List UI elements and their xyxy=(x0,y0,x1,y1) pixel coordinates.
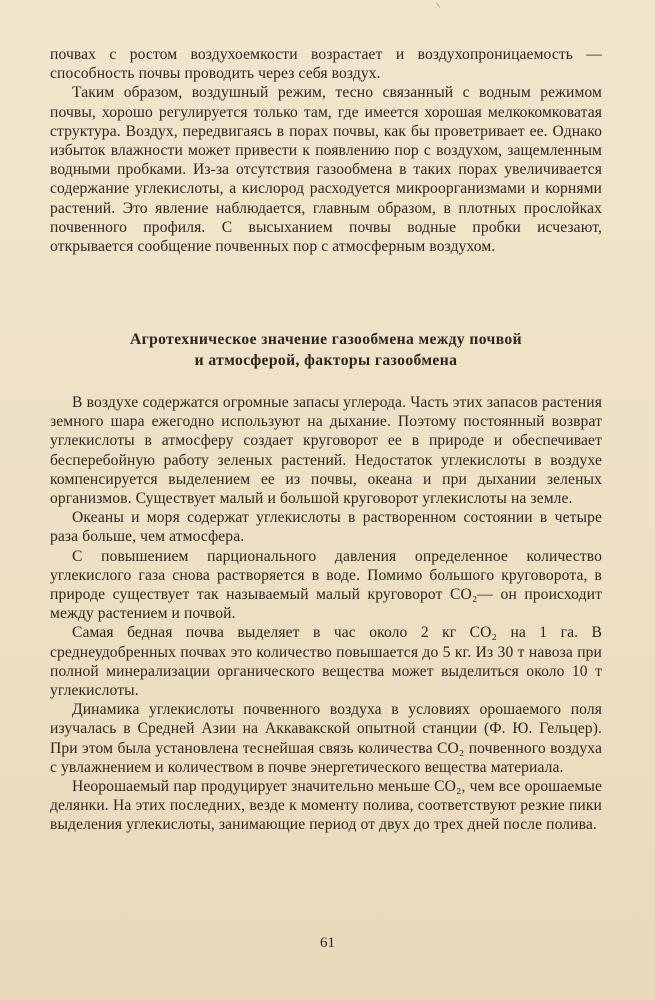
section-heading-line-1: Агротехническое значение газообмена между почвой xyxy=(129,331,523,348)
section-heading xyxy=(50,329,602,371)
paragraph-oceans: Океаны и моря содержат углекислоты в растворенном состоянии в четыре раза больше, чем атмосфера. xyxy=(50,509,602,546)
corner-mark xyxy=(436,0,447,8)
top-text-block xyxy=(50,45,602,256)
paragraph-fallow: Неорошаемый пар продуцирует значительно меньше CO₂, чем все орошаемые делянки. На этих последних, везде к моменту полива, соответствуют резкие пики выделения углекислоты, занимающие период от двух до трех дней после полива. xyxy=(50,778,602,834)
paragraph-carbon-reserves: В воздухе содержатся огромные запасы углерода. Часть этих запасов растения земного шара ежегодно используют на дыхание. Поэтому постоянный возврат углекислоты в атмосферу создает круговорот ее в природе и обеспечивает бесперебойную работу зеленых растений. Недостаток углекислоты в воздухе компенсируется выделением ее из почвы, океана и при дыхании зеленых организмов. Существует малый и большой круговорот углекислоты на земле. xyxy=(50,394,602,508)
paragraph-dynamics: Динамика углекислоты почвенного воздуха в условиях орошаемого поля изучалась в Средней Азии на Аккавакской опытной станции (Ф. Ю. Гельцер). При этом была установлена теснейшая связь количества CO₂ почвенного воздуха с увлажнением и количеством в почве энергетического вещества материала. xyxy=(50,701,602,776)
page-number: 61 xyxy=(320,935,335,951)
paragraph-continuation: почвах с ростом воздухоемкости возрастает и воздухопроницаемость — способность почвы проводить через себя воздух. xyxy=(50,46,602,83)
paragraph-soil-emission: Самая бедная почва выделяет в час около 2 кг CO₂ на 1 га. В среднеудобренных почвах это количество повышается до 5 кг. Из 30 т навоза при полной минерализации органического вещества может выделиться около 10 т углекислоты. xyxy=(50,624,602,700)
main-text-block xyxy=(50,393,602,835)
paragraph-air-regime: Таким образом, воздушный режим, тесно связанный с водным режимом почвы, хорошо регулируется только там, где имеется хорошая мелкокомковатая структура. Воздух, передвигаясь в порах почвы, как бы проветривает ее. Однако избыток влажности может привести к появлению пор с воздухом, защемленным водными пробками. Из-за отсутствия газообмена в таких порах увеличивается содержание углекислоты, а кислород расходуется микроорганизмами и корнями растений. Это явление наблюдается, главным образом, в плотных прослойках почвенного профиля. С высыханием почвы водные пробки исчезают, открывается сообщение почвенных пор с атмосферным воздухом. xyxy=(50,84,602,256)
paragraph-partial-pressure: С повышением парционального давления определенное количество углекислого газа снова растворяется в воде. Помимо большого круговорота, в природе существует так называемый малый круговорот CO₂— он происходит между растением и почвой. xyxy=(50,547,602,623)
section-heading-line-2: и атмосферой, факторы газообмена xyxy=(194,352,458,369)
